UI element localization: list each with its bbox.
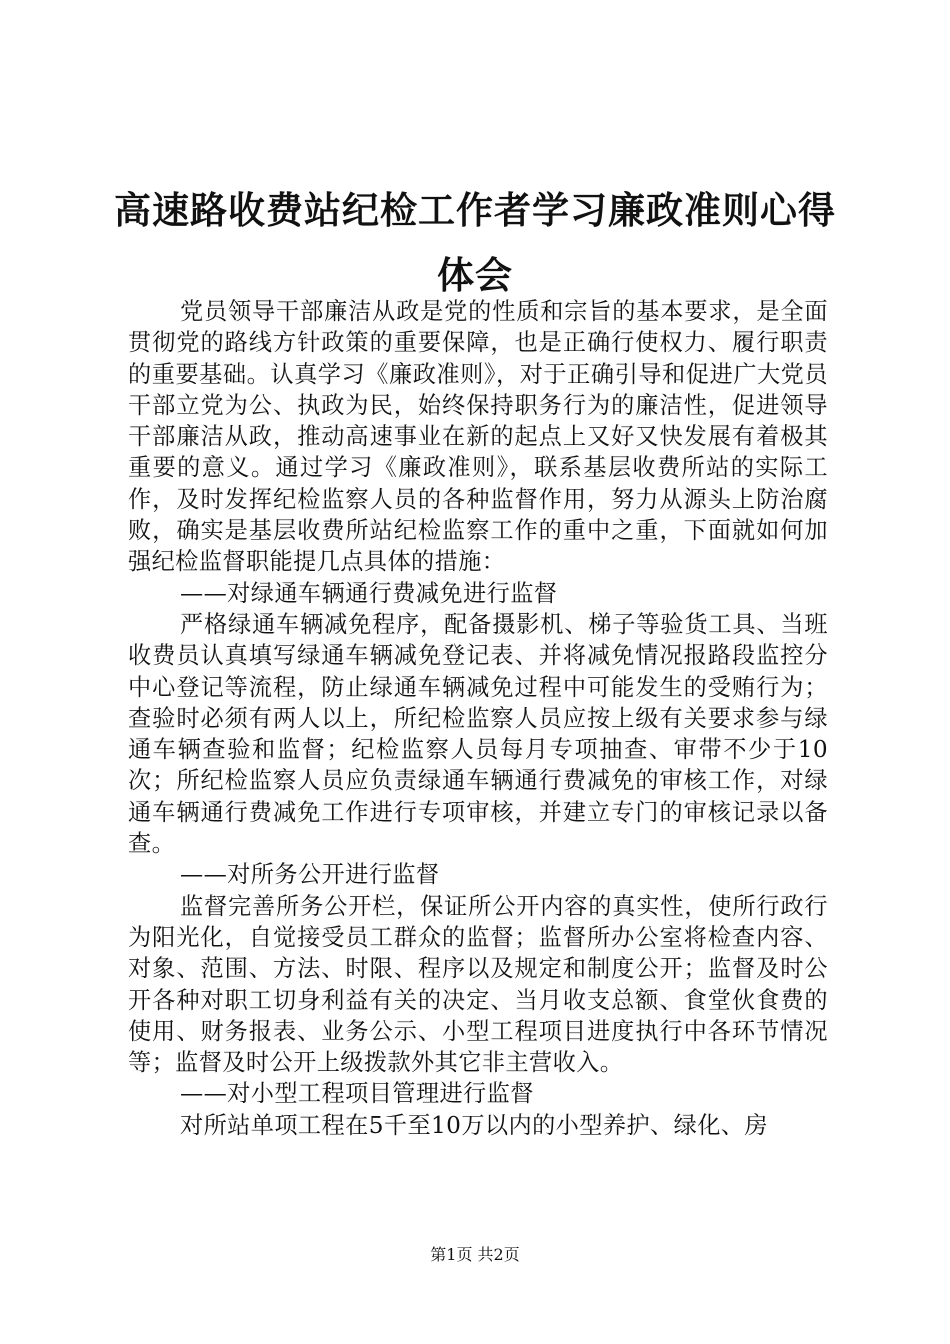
body-paragraph: 监督完善所务公开栏，保证所公开内容的真实性，使所行政行为阳光化，自觉接受员工群众的监督；监督所办公室将检查内容、对象、范围、方法、时限、程序以及规定和制度公开；监督及时公开各种对职工切身利益有关的决定、当月收支总额、食堂伙食费的使用、财务报表、业务公示、小型工程项目进度执行中各环节情况等；监督及时公开上级拨款外其它非主营收入。 [128,892,828,1077]
page-footer: 第1页 共2页 [430,1245,520,1264]
section-heading: ——对绿通车辆通行费减免进行监督 [180,579,558,607]
document-body [128,296,828,1141]
body-paragraph: 对所站单项工程在5千至10万以内的小型养护、绿化、房 [180,1111,768,1139]
section-heading: ——对所务公开进行监督 [180,861,440,889]
body-paragraph: 党员领导干部廉洁从政是党的性质和宗旨的基本要求，是全面贯彻党的路线方针政策的重要保障，也是正确行使权力、履行职责的重要基础。认真学习《廉政准则》，对于正确引导和促进广大党员干部立党为公、执政为民，始终保持职务行为的廉洁性，促进领导干部廉洁从政，推动高速事业在新的起点上又好又快发展有着极其重要的意义。通过学习《廉政准则》，联系基层收费所站的实际工作，及时发挥纪检监察人员的各种监督作用，努力从源头上防治腐败，确实是基层收费所站纪检监察工作的重中之重，下面就如何加强纪检监督职能提几点具体的措施： [128,298,828,576]
document-title: 高速路收费站纪检工作者学习廉政准则心得体会 [114,188,836,297]
body-paragraph: 严格绿通车辆减免程序，配备摄影机、梯子等验货工具、当班收费员认真填写绿通车辆减免登记表、并将减免情况报路段监控分中心登记等流程，防止绿通车辆减免过程中可能发生的受贿行为；查验时必须有两人以上，所纪检监察人员应按上级有关要求参与绿通车辆查验和监督；纪检监察人员每月专项抽查、审带不少于10次；所纪检监察人员应负责绿通车辆通行费减免的审核工作，对绿通车辆通行费减免工作进行专项审核，并建立专门的审核记录以备查。 [128,610,828,858]
section-heading: ——对小型工程项目管理进行监督 [180,1080,534,1108]
